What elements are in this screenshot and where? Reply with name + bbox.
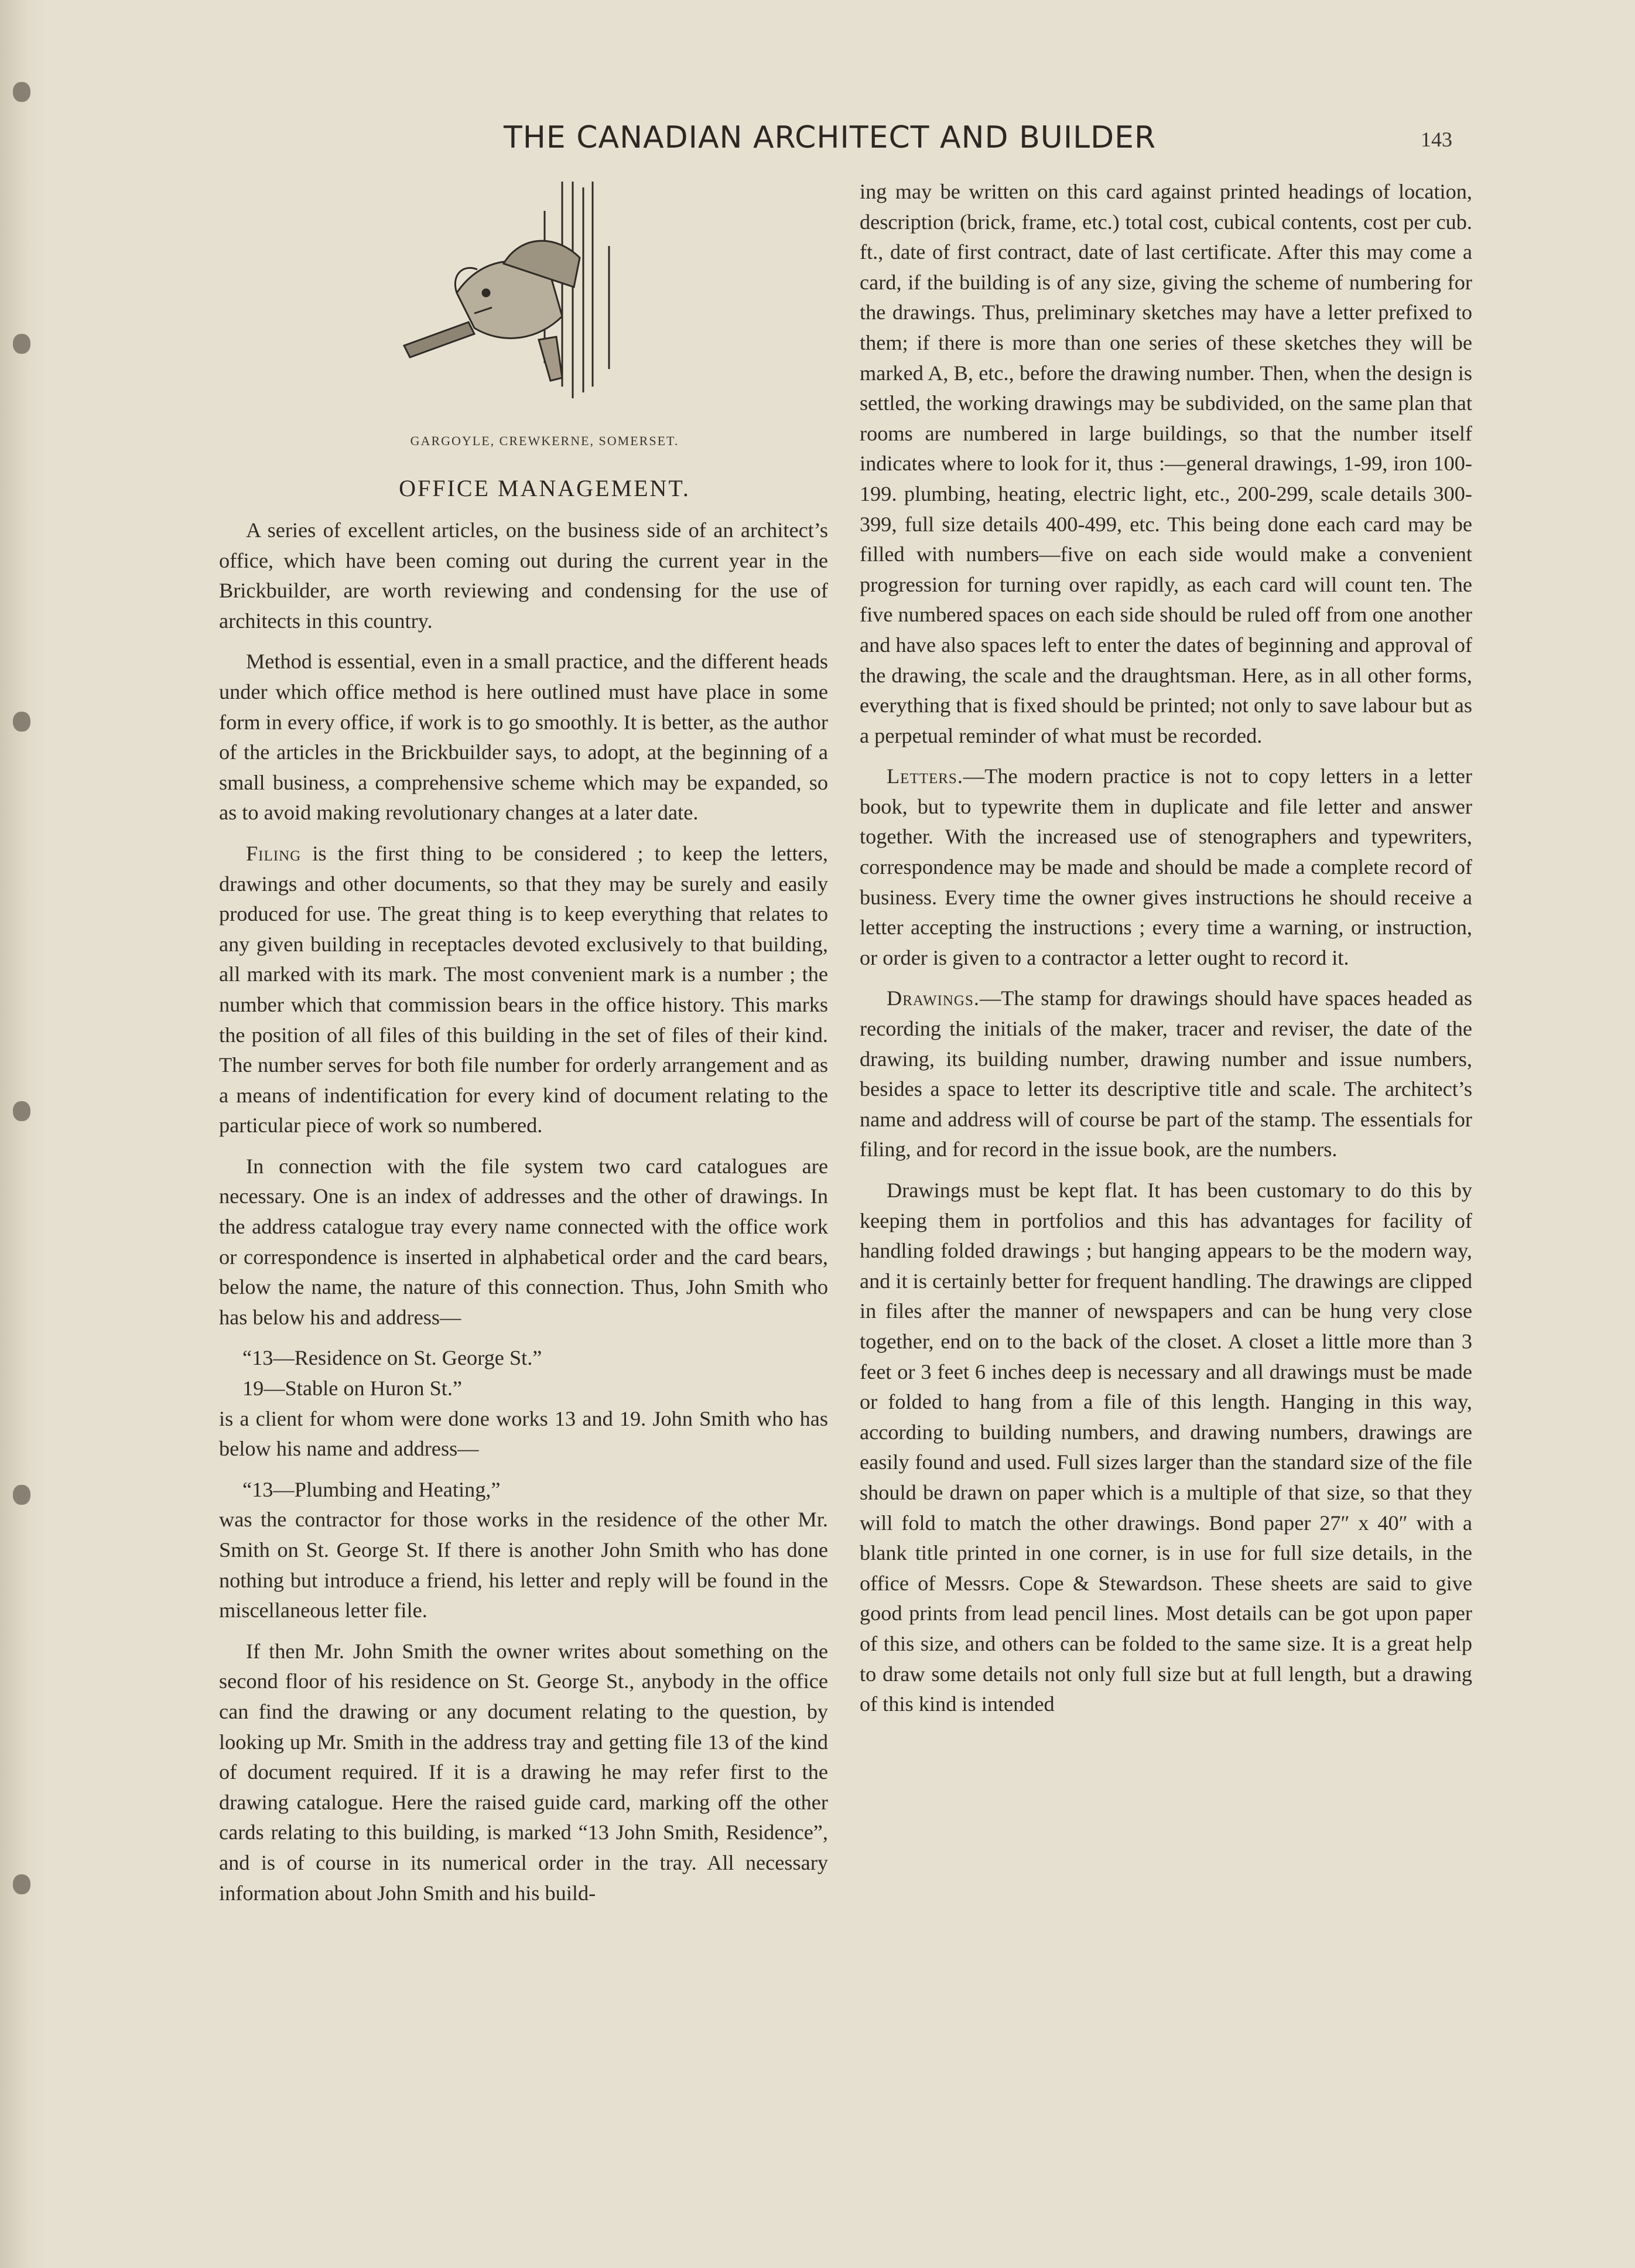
binding-hole bbox=[13, 1874, 30, 1894]
page-header bbox=[0, 120, 1635, 167]
quote-line: “13—Residence on St. George St.” bbox=[242, 1346, 542, 1370]
binding-hole bbox=[13, 334, 30, 354]
paragraph: Method is essential, even in a small practice, and the different heads under which office method is here outlined must have place in some form in every office, if work is to go smoothly. It is better, as the author of the articles in the Brickbuilder says, to adopt, at the beginning of a small business, a comprehensive scheme which may be expanded, so as to avoid making revolutionary changes at a later date. bbox=[219, 650, 828, 825]
paragraph bbox=[860, 761, 1472, 973]
paragraph-text: is the first thing to be considered ; to keep the letters, drawings and other documents, so that they may be surely and easily produced for use. The great thing is to keep everything that relates to any given building in receptacles devoted exclusively to that building, all marked with its mark. The most convenient mark is a number ; the number which that commission bears in the office history. This marks the position of all files of this building in the set of files of their kind. The number serves for both file number for orderly arrangement and as a means of indentification for every kind of document relating to the particular piece of work so numbered. bbox=[219, 841, 828, 1138]
paragraph: Drawings must be kept flat. It has been customary to do this by keeping them in portfolios and this has advantages for facility of handling folded drawings ; but hanging appears to be the modern way, and it is certainly better for frequent handling. The drawings are clipped in files after the manner of newspapers and can be hung very close together, end on to the back of the closet. A closet a little more than 3 feet or 3 feet 6 inches deep is necessary and all drawings must be made or folded to hang from a file of this length. Hanging in this way, according to building numbers, and drawing numbers, drawings are easily found and used. Full sizes larger than the standard size of the file should be drawn on paper which is a multiple of that size, so that they will fold to match the other drawings. Bond paper 27″ x 40″ with a blank title printed in one corner, is in use for full size details, in the office of Messrs. Cope & Stewardson. These sheets are said to give good prints from lead pencil lines. Most details can be got upon paper of this size, and others can be folded to the same size. It is a great help to draw some details not only full size but at full length, but a drawing of this kind is intended bbox=[860, 1179, 1472, 1716]
quote-line: “13—Plumbing and Heating,” bbox=[242, 1477, 501, 1501]
paragraph-text: —The stamp for drawings should have spaces headed as recording the initials of the maker, tracer and reviser, the date of the drawing, its building number, drawing number and issue numbers, besides a space to letter its descriptive title and scale. The architect’s name and address will of course be part of the stamp. The essentials for filing, and for record in the issue book, are the numbers. bbox=[860, 986, 1472, 1162]
paragraph: is a client for whom were done works 13 and 19. John Smith who has below his name and address— bbox=[219, 1406, 828, 1461]
binding-hole bbox=[13, 1485, 30, 1505]
article-heading: OFFICE MANAGEMENT. bbox=[399, 475, 690, 501]
section-label-letters: Letters. bbox=[887, 764, 963, 788]
text-column-left bbox=[219, 515, 828, 1919]
paragraph bbox=[860, 983, 1472, 1165]
page-number: 143 bbox=[1421, 128, 1452, 151]
binding-hole bbox=[13, 712, 30, 732]
journal-title: THE CANADIAN ARCHITECT AND BUILDER bbox=[504, 120, 1157, 155]
text-column-right bbox=[860, 177, 1472, 1730]
paragraph: was the contractor for those works in the residence of the other Mr. Smith on St. George St. If there is another John Smith who has done nothing but introduce a friend, his letter and reply will be found in the miscellaneous letter file. bbox=[219, 1508, 828, 1623]
section-label-drawings: Drawings. bbox=[887, 986, 980, 1010]
paragraph bbox=[219, 839, 828, 1141]
binding-hole bbox=[13, 82, 30, 102]
paragraph: In connection with the file system two card catalogues are necessary. One is an index of addresses and the other of drawings. In the address catalogue tray every name connected with the office work or correspondence is inserted in alphabetical order and the card bears, below the name, the nature of this connection. Thus, John Smith who has below his and address— bbox=[219, 1154, 828, 1329]
paragraph: A series of excellent articles, on the business side of an architect’s office, which have been coming out during the current year in the Brickbuilder, are worth reviewing and condensing for the use of architects in this country. bbox=[219, 518, 828, 633]
paragraph: If then Mr. John Smith the owner writes about something on the second floor of his residence on St. George St., anybody in the office can find the drawing or any document relating to the question, by looking up Mr. Smith in the address tray and getting file 13 of the kind of document required. If it is a drawing he may refer first to the drawing catalogue. Here the raised guide card, marking off the other cards relating to this building, is marked “13 John Smith, Residence”, and is of course in its numerical order in the tray. All necessary information about John Smith and his build- bbox=[219, 1639, 828, 1905]
figure-caption: GARGOYLE, CREWKERNE, SOMERSET. bbox=[410, 433, 679, 448]
paragraph-text: —The modern practice is not to copy letters in a letter book, but to typewrite them in duplicate and file letter and answer together. With the increased use of stenographers and typewriters, correspondence may be made and should be made a complete record of business. Every time the owner gives instructions he should receive a letter accepting the instructions ; every time a warning, or instruction, or order is given to a contractor a letter ought to record it. bbox=[860, 764, 1472, 969]
paragraph: ing may be written on this card against printed headings of location, description (brick, frame, etc.) total cost, cubical contents, cost per cub. ft., date of first contract, date of last certificate. After this may come a card, if the building is of any size, giving the scheme of numbering for the drawings. Thus, preliminary sketches may have a letter prefixed to them; if there is more than one series of these sketches they will be marked A, B, etc., before the drawing number. Then, when the design is settled, the working drawings may be subdivided, on the same plan that rooms are numbered in large buildings, so that the number itself indicates where to look for it, thus :—general drawings, 1-99, iron 100-199. plumbing, heating, electric light, etc., 200-299, scale details 300-399, full size details 400-499, etc. This being done each card may be filled with numbers—five on each side would make a convenient progression for turning over rapidly, as each card will count ten. The five numbered spaces on each side should be ruled off from one another and have also spaces left to enter the dates of beginning and approval of the drawing, the scale and the draughtsman. Here, as in all other forms, everything that is fixed should be printed; not only to save labour but as a perpetual reminder of what must be recorded. bbox=[860, 180, 1472, 747]
section-label-filing: Filing bbox=[246, 841, 302, 865]
binding-hole bbox=[13, 1101, 30, 1121]
quote-line: 19—Stable on Huron St.” bbox=[242, 1376, 463, 1401]
gargoyle-illustration bbox=[386, 176, 703, 428]
